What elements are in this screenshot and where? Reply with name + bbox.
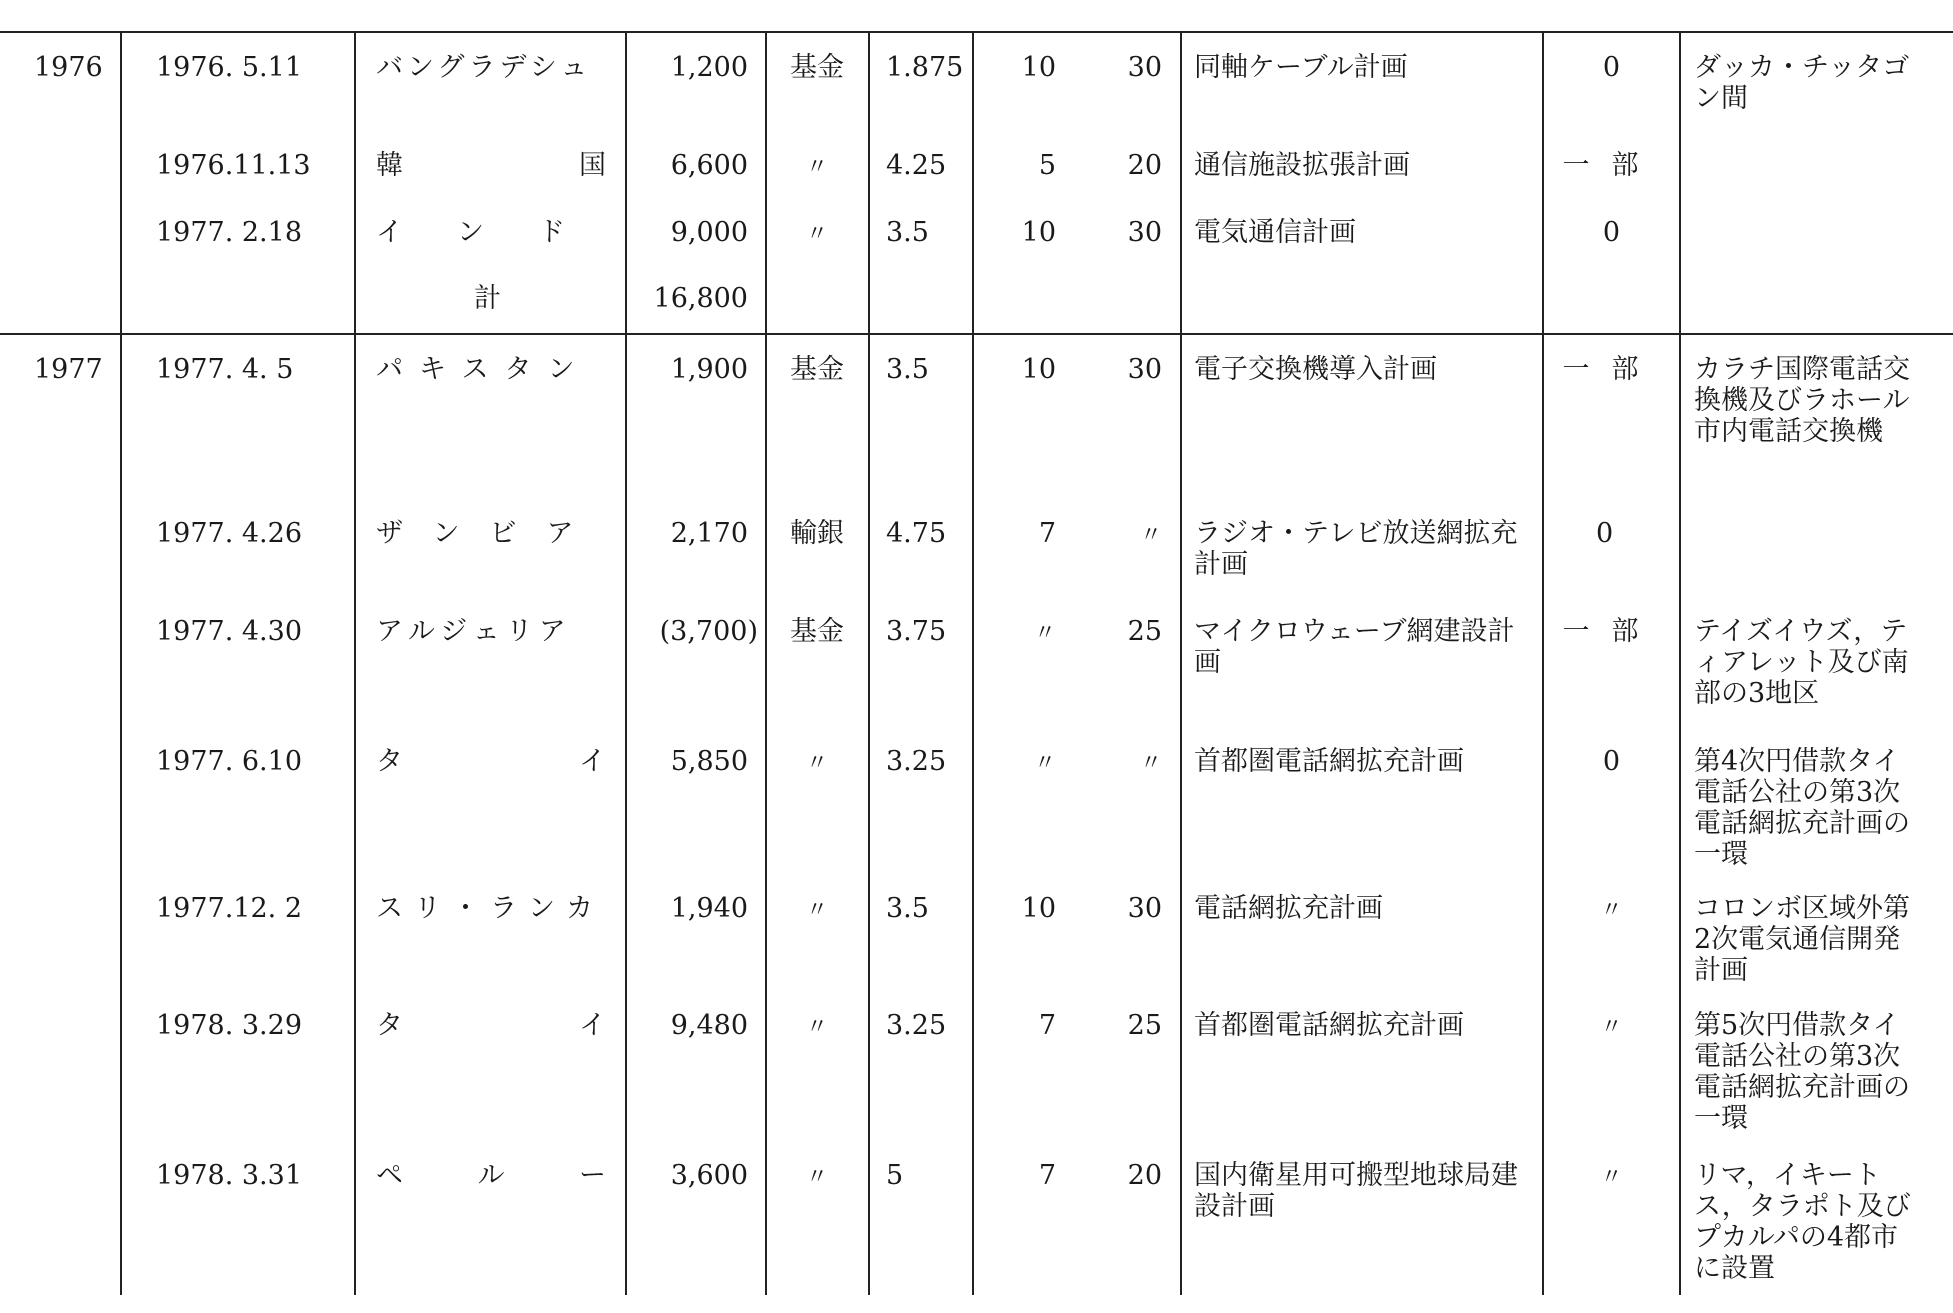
term-cell: 25: [1127, 616, 1162, 647]
rate-cell: 3.75: [886, 616, 947, 647]
notes-cell: コロンボ区域外第2次電気通信開発計画: [1694, 893, 1910, 986]
grace-cell: 10: [1021, 893, 1056, 924]
amount-cell: 1,200: [670, 52, 748, 83]
grace-cell: 10: [1021, 354, 1056, 385]
notes-cell: テイズイウズ，ティアレット及び南部の3地区: [1694, 616, 1909, 709]
column-rule: [625, 31, 627, 333]
project-cell: 電話網拡充計画: [1194, 893, 1383, 924]
year-cell: 1977: [34, 354, 103, 385]
column-rule: [868, 335, 870, 1295]
column-rule: [1180, 31, 1182, 333]
total-amount: 16,800: [653, 283, 748, 314]
country-cell: パキスタン: [376, 354, 591, 385]
source-cell: 〃: [805, 222, 828, 247]
date-cell: 1978. 3.29: [156, 1010, 302, 1041]
table-top-rule: [0, 31, 1953, 33]
project-cell: 電子交換機導入計画: [1194, 354, 1437, 385]
column-rule: [868, 31, 870, 333]
country-cell: スリ・ランカ: [376, 893, 604, 924]
amount-cell: 2,170: [670, 518, 748, 549]
term-cell: 30: [1127, 354, 1162, 385]
rate-cell: 3.5: [886, 893, 929, 924]
grace-cell: 7: [1038, 1160, 1056, 1191]
country-cell: アルジェリア: [376, 616, 572, 647]
grace-cell: 10: [1021, 52, 1056, 83]
tied-cell: 一部: [1562, 354, 1661, 385]
source-cell: 基金: [790, 52, 844, 83]
column-rule: [354, 31, 356, 333]
rate-cell: 3.25: [886, 1010, 947, 1041]
date-cell: 1976. 5.11: [156, 52, 302, 83]
tied-cell: 0: [1602, 217, 1621, 248]
project-cell: 国内衛星用可搬型地球局建設計画: [1194, 1160, 1518, 1222]
rate-cell: 3.5: [886, 217, 929, 248]
notes-cell: 第4次円借款タイ電話公社の第3次電話網拡充計画の一環: [1694, 746, 1910, 870]
source-cell: 〃: [805, 1165, 828, 1190]
notes-cell: ダッカ・チッタゴン間: [1694, 52, 1910, 114]
term-cell: 〃: [1139, 751, 1162, 776]
grace-cell: 10: [1021, 217, 1056, 248]
term-cell: 20: [1127, 1160, 1162, 1191]
grace-cell: 〃: [1033, 621, 1056, 646]
rate-cell: 4.75: [886, 518, 947, 549]
term-cell: 25: [1127, 1010, 1162, 1041]
notes-cell: リマ，イキートス，タラポト及びプカルパの4都市に設置: [1694, 1160, 1911, 1284]
column-rule: [354, 335, 356, 1295]
column-rule: [120, 335, 122, 1295]
column-rule: [120, 31, 122, 333]
rate-cell: 4.25: [886, 150, 947, 181]
amount-cell: 6,600: [670, 150, 748, 181]
column-rule: [1679, 31, 1681, 333]
rate-cell: 3.5: [886, 354, 929, 385]
year-cell: 1976: [34, 52, 103, 83]
source-cell: 輸銀: [790, 518, 844, 549]
country-cell: ペ ル ー: [376, 1160, 606, 1191]
column-rule: [1679, 335, 1681, 1295]
term-cell: 30: [1127, 52, 1162, 83]
column-rule: [1180, 335, 1182, 1295]
country-cell: 韓 国: [376, 150, 606, 181]
rate-cell: 1.875: [886, 52, 964, 83]
date-cell: 1977.12. 2: [156, 893, 302, 924]
tied-cell: 〃: [1600, 898, 1623, 923]
country-cell: インド: [376, 217, 619, 248]
group-divider-rule: [0, 333, 1953, 335]
project-cell: 通信施設拡張計画: [1194, 150, 1410, 181]
source-cell: 基金: [790, 616, 844, 647]
column-rule: [765, 335, 767, 1295]
tied-cell: 〃: [1600, 1015, 1623, 1040]
amount-cell: 1,940: [670, 893, 748, 924]
tied-cell: 一部: [1562, 616, 1661, 647]
country-cell: ザンビア: [376, 518, 604, 549]
date-cell: 1977. 4. 5: [156, 354, 294, 385]
project-cell: マイクロウェーブ網建設計画: [1194, 616, 1515, 678]
amount-cell: (3,700): [659, 616, 758, 647]
country-cell: バングラデシュ: [376, 52, 592, 83]
column-rule: [625, 335, 627, 1295]
term-cell: 30: [1127, 217, 1162, 248]
country-cell: タ イ: [376, 746, 606, 777]
notes-cell: 第5次円借款タイ電話公社の第3次電話網拡充計画の一環: [1694, 1010, 1910, 1134]
grace-cell: 〃: [1033, 751, 1056, 776]
date-cell: 1977. 6.10: [156, 746, 302, 777]
grace-cell: 7: [1038, 1010, 1056, 1041]
date-cell: 1977. 4.26: [156, 518, 302, 549]
date-cell: 1976.11.13: [156, 150, 311, 181]
amount-cell: 1,900: [670, 354, 748, 385]
amount-cell: 9,480: [670, 1010, 748, 1041]
amount-cell: 9,000: [670, 217, 748, 248]
grace-cell: 5: [1038, 150, 1056, 181]
country-cell: タ イ: [376, 1010, 606, 1041]
amount-cell: 3,600: [670, 1160, 748, 1191]
term-cell: 〃: [1139, 523, 1162, 548]
source-cell: 〃: [805, 898, 828, 923]
source-cell: 〃: [805, 751, 828, 776]
project-cell: 首都圏電話網拡充計画: [1194, 1010, 1464, 1041]
term-cell: 30: [1127, 893, 1162, 924]
source-cell: 〃: [805, 1015, 828, 1040]
total-label: 計: [474, 283, 501, 314]
column-rule: [972, 335, 974, 1295]
tied-cell: 0: [1596, 518, 1614, 549]
tied-cell: 〃: [1600, 1165, 1623, 1190]
rate-cell: 5: [886, 1160, 904, 1191]
date-cell: 1977. 4.30: [156, 616, 302, 647]
project-cell: 首都圏電話網拡充計画: [1194, 746, 1464, 777]
notes-cell: カラチ国際電話交換機及びラホール市内電話交換機: [1694, 354, 1910, 447]
project-cell: 同軸ケーブル計画: [1194, 52, 1408, 83]
tied-cell: 0: [1602, 52, 1621, 83]
project-cell: 電気通信計画: [1194, 217, 1356, 248]
amount-cell: 5,850: [670, 746, 748, 777]
date-cell: 1978. 3.31: [156, 1160, 302, 1191]
source-cell: 基金: [790, 354, 844, 385]
tied-cell: 一部: [1562, 150, 1661, 181]
column-rule: [1542, 335, 1544, 1295]
source-cell: 〃: [805, 155, 828, 180]
rate-cell: 3.25: [886, 746, 947, 777]
date-cell: 1977. 2.18: [156, 217, 302, 248]
term-cell: 20: [1127, 150, 1162, 181]
grace-cell: 7: [1038, 518, 1056, 549]
project-cell: ラジオ・テレビ放送網拡充計画: [1194, 518, 1518, 580]
tied-cell: 0: [1602, 746, 1621, 777]
